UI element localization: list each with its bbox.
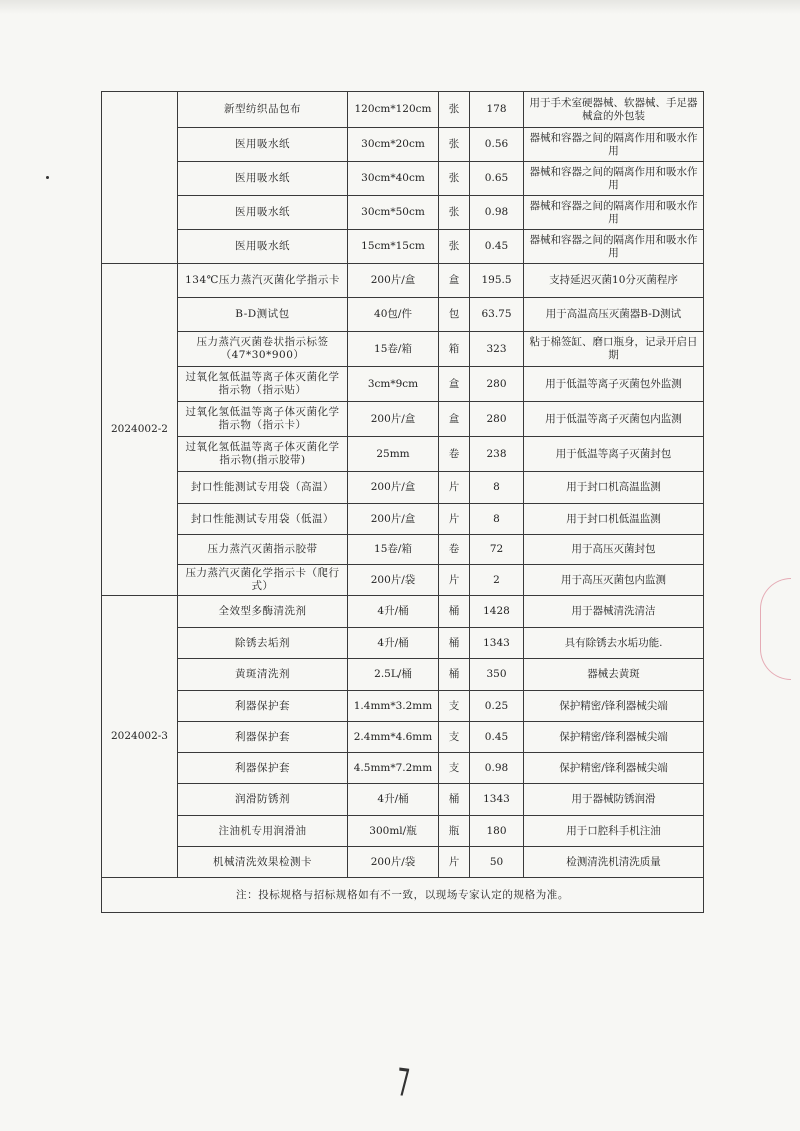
spec-cell: 200片/盒 — [348, 402, 439, 437]
name-cell: B-D测试包 — [178, 298, 348, 332]
use-cell: 器械和容器之间的隔离作用和吸水作用 — [524, 196, 704, 230]
use-cell: 用于手术室硬器械、软器械、手足器械盒的外包装 — [524, 92, 704, 128]
name-cell: 机械清洗效果检测卡 — [178, 847, 348, 878]
unit-cell: 箱 — [439, 332, 470, 367]
name-cell: 压力蒸汽灭菌指示胶带 — [178, 535, 348, 565]
spec-cell: 30cm*50cm — [348, 196, 439, 230]
spec-cell: 30cm*20cm — [348, 128, 439, 162]
spec-cell: 200片/盒 — [348, 472, 439, 504]
use-cell: 保护精密/锋利器械尖端 — [524, 753, 704, 784]
unit-cell: 卷 — [439, 535, 470, 565]
group-code-cell — [102, 92, 178, 264]
spec-cell: 200片/袋 — [348, 847, 439, 878]
group-code-cell: 2024002-3 — [102, 596, 178, 878]
table-row — [102, 298, 704, 332]
table-body — [102, 92, 704, 913]
red-seal-stamp — [760, 578, 791, 680]
unit-cell: 盒 — [439, 367, 470, 402]
spec-cell: 15卷/箱 — [348, 535, 439, 565]
use-cell: 用于封口机高温监测 — [524, 472, 704, 504]
price-cell: 238 — [470, 437, 524, 472]
unit-cell: 支 — [439, 753, 470, 784]
table-row — [102, 230, 704, 264]
price-cell: 0.45 — [470, 230, 524, 264]
table-row — [102, 628, 704, 659]
name-cell: 利器保护套 — [178, 753, 348, 784]
name-cell: 注油机专用润滑油 — [178, 816, 348, 847]
price-cell: 0.45 — [470, 722, 524, 753]
table-row — [102, 535, 704, 565]
price-cell: 0.98 — [470, 196, 524, 230]
price-cell: 63.75 — [470, 298, 524, 332]
spec-cell: 4升/桶 — [348, 784, 439, 816]
use-cell: 保护精密/锋利器械尖端 — [524, 722, 704, 753]
price-cell: 0.56 — [470, 128, 524, 162]
use-cell: 保护精密/锋利器械尖端 — [524, 691, 704, 722]
unit-cell: 卷 — [439, 437, 470, 472]
table-row — [102, 264, 704, 298]
unit-cell: 瓶 — [439, 816, 470, 847]
use-cell: 用于器械清洗清洁 — [524, 596, 704, 628]
table-row — [102, 367, 704, 402]
price-cell: 323 — [470, 332, 524, 367]
name-cell: 润滑防锈剂 — [178, 784, 348, 816]
product-spec-table — [101, 91, 704, 913]
spec-cell: 200片/盒 — [348, 264, 439, 298]
table-row — [102, 504, 704, 535]
use-cell: 用于封口机低温监测 — [524, 504, 704, 535]
table-row — [102, 753, 704, 784]
name-cell: 医用吸水纸 — [178, 196, 348, 230]
price-cell: 280 — [470, 367, 524, 402]
name-cell: 医用吸水纸 — [178, 128, 348, 162]
name-cell: 医用吸水纸 — [178, 162, 348, 196]
note-text: 注：投标规格与招标规格如有不一致，以现场专家认定的规格为准。 — [102, 878, 704, 913]
unit-cell: 张 — [439, 92, 470, 128]
price-cell: 350 — [470, 659, 524, 691]
table-row — [102, 691, 704, 722]
unit-cell: 盒 — [439, 264, 470, 298]
price-cell: 0.65 — [470, 162, 524, 196]
name-cell: 压力蒸汽灭菌化学指示卡（爬行式） — [178, 565, 348, 596]
unit-cell: 支 — [439, 691, 470, 722]
ink-dot — [46, 176, 49, 179]
price-cell: 1428 — [470, 596, 524, 628]
price-cell: 178 — [470, 92, 524, 128]
use-cell: 用于高压灭菌封包 — [524, 535, 704, 565]
spec-cell: 15卷/箱 — [348, 332, 439, 367]
spec-cell: 300ml/瓶 — [348, 816, 439, 847]
unit-cell: 片 — [439, 847, 470, 878]
price-cell: 8 — [470, 504, 524, 535]
use-cell: 器械和容器之间的隔离作用和吸水作用 — [524, 128, 704, 162]
unit-cell: 桶 — [439, 596, 470, 628]
name-cell: 利器保护套 — [178, 722, 348, 753]
price-cell: 2 — [470, 565, 524, 596]
handwritten-page-number: 7 — [396, 1060, 412, 1106]
use-cell: 用于高温高压灭菌器B-D测试 — [524, 298, 704, 332]
use-cell: 粘于棉签缸、磨口瓶身，记录开启日期 — [524, 332, 704, 367]
use-cell: 用于器械防锈润滑 — [524, 784, 704, 816]
table-row — [102, 162, 704, 196]
use-cell: 用于口腔科手机注油 — [524, 816, 704, 847]
name-cell: 封口性能测试专用袋（高温） — [178, 472, 348, 504]
use-cell: 用于低温等离子灭菌包外监测 — [524, 367, 704, 402]
spec-cell: 30cm*40cm — [348, 162, 439, 196]
use-cell: 器械和容器之间的隔离作用和吸水作用 — [524, 230, 704, 264]
price-cell: 8 — [470, 472, 524, 504]
unit-cell: 支 — [439, 722, 470, 753]
table-row — [102, 565, 704, 596]
unit-cell: 桶 — [439, 628, 470, 659]
table-row — [102, 437, 704, 472]
name-cell: 压力蒸汽灭菌卷状指示标签（47*30*900） — [178, 332, 348, 367]
unit-cell: 片 — [439, 472, 470, 504]
price-cell: 0.25 — [470, 691, 524, 722]
unit-cell: 盒 — [439, 402, 470, 437]
unit-cell: 桶 — [439, 784, 470, 816]
spec-cell: 15cm*15cm — [348, 230, 439, 264]
unit-cell: 片 — [439, 565, 470, 596]
unit-cell: 张 — [439, 128, 470, 162]
name-cell: 医用吸水纸 — [178, 230, 348, 264]
name-cell: 除锈去垢剂 — [178, 628, 348, 659]
table-row — [102, 92, 704, 128]
use-cell: 器械去黄斑 — [524, 659, 704, 691]
spec-cell: 3cm*9cm — [348, 367, 439, 402]
table-row — [102, 596, 704, 628]
table-row — [102, 128, 704, 162]
table-row — [102, 847, 704, 878]
table-row — [102, 196, 704, 230]
price-cell: 195.5 — [470, 264, 524, 298]
name-cell: 利器保护套 — [178, 691, 348, 722]
spec-cell: 4升/桶 — [348, 596, 439, 628]
unit-cell: 片 — [439, 504, 470, 535]
price-cell: 50 — [470, 847, 524, 878]
spec-cell: 2.4mm*4.6mm — [348, 722, 439, 753]
table-row — [102, 816, 704, 847]
spec-cell: 25mm — [348, 437, 439, 472]
price-cell: 72 — [470, 535, 524, 565]
use-cell: 器械和容器之间的隔离作用和吸水作用 — [524, 162, 704, 196]
price-cell: 280 — [470, 402, 524, 437]
name-cell: 新型纺织品包布 — [178, 92, 348, 128]
spec-cell: 200片/盒 — [348, 504, 439, 535]
name-cell: 全效型多酶清洗剂 — [178, 596, 348, 628]
unit-cell: 桶 — [439, 659, 470, 691]
use-cell: 检测清洗机清洗质量 — [524, 847, 704, 878]
unit-cell: 张 — [439, 230, 470, 264]
unit-cell: 包 — [439, 298, 470, 332]
spec-cell: 4.5mm*7.2mm — [348, 753, 439, 784]
name-cell: 134℃压力蒸汽灭菌化学指示卡 — [178, 264, 348, 298]
name-cell: 过氧化氢低温等离子体灭菌化学指示物（指示贴） — [178, 367, 348, 402]
spec-cell: 2.5L/桶 — [348, 659, 439, 691]
name-cell: 过氧化氢低温等离子体灭菌化学指示物(指示胶带) — [178, 437, 348, 472]
spec-cell: 200片/袋 — [348, 565, 439, 596]
price-cell: 1343 — [470, 784, 524, 816]
use-cell: 用于高压灭菌包内监测 — [524, 565, 704, 596]
table-row — [102, 402, 704, 437]
price-cell: 180 — [470, 816, 524, 847]
unit-cell: 张 — [439, 162, 470, 196]
group-code-cell: 2024002-2 — [102, 264, 178, 596]
spec-cell: 120cm*120cm — [348, 92, 439, 128]
price-cell: 1343 — [470, 628, 524, 659]
table-row — [102, 722, 704, 753]
name-cell: 过氧化氢低温等离子体灭菌化学指示物（指示卡） — [178, 402, 348, 437]
table-row — [102, 784, 704, 816]
use-cell: 具有除锈去水垢功能. — [524, 628, 704, 659]
use-cell: 支持延迟灭菌10分灭菌程序 — [524, 264, 704, 298]
use-cell: 用于低温等离子灭菌封包 — [524, 437, 704, 472]
use-cell: 用于低温等离子灭菌包内监测 — [524, 402, 704, 437]
spec-cell: 4升/桶 — [348, 628, 439, 659]
price-cell: 0.98 — [470, 753, 524, 784]
spec-cell: 40包/件 — [348, 298, 439, 332]
name-cell: 黄斑清洗剂 — [178, 659, 348, 691]
note-row — [102, 878, 704, 913]
page-top-shadow — [0, 0, 800, 14]
unit-cell: 张 — [439, 196, 470, 230]
table-row — [102, 472, 704, 504]
table-row — [102, 332, 704, 367]
name-cell: 封口性能测试专用袋（低温） — [178, 504, 348, 535]
spec-cell: 1.4mm*3.2mm — [348, 691, 439, 722]
table-row — [102, 659, 704, 691]
